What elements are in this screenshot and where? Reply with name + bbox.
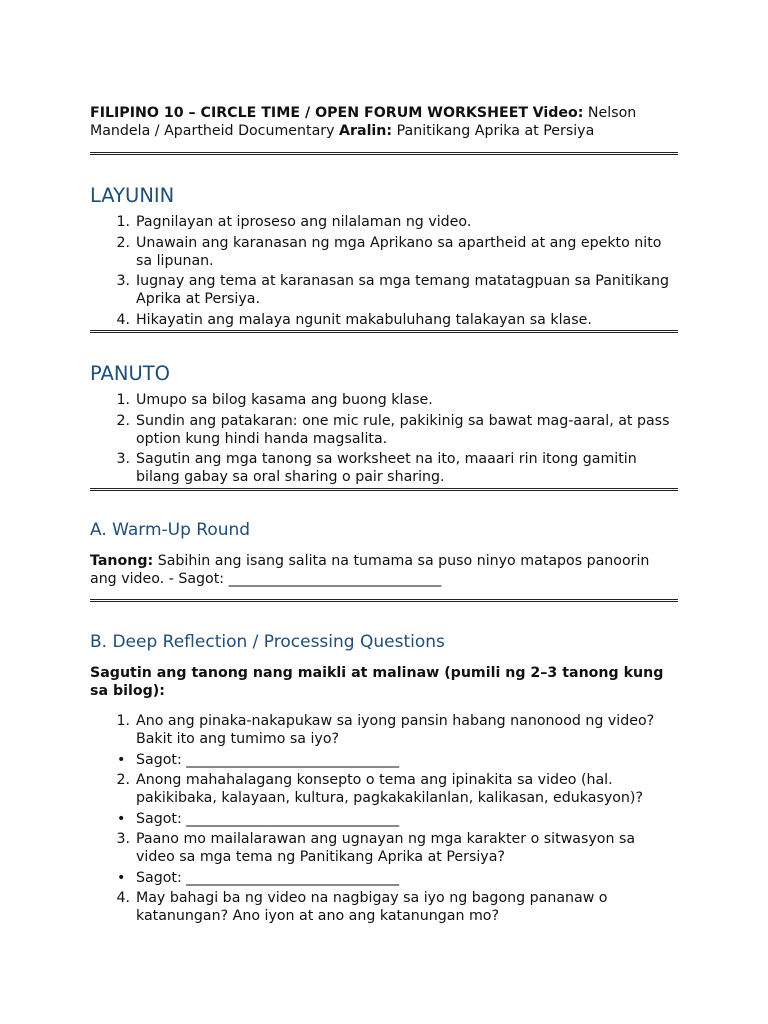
video-label: Video: xyxy=(532,105,584,121)
list-item: 3. Iugnay ang tema at karanasan sa mga temang matatagpuan sa Panitikang Aprika at Persiya. xyxy=(116,273,669,307)
deep-heading: B. Deep Reflection / Processing Questions xyxy=(90,632,445,652)
question-item: 3. Paano mo mailalarawan ang ugnayan ng mga karakter o sitwasyon sa video sa mga tema ng Panitikang Aprika at Persiya? xyxy=(116,831,636,865)
divider xyxy=(90,330,678,333)
panuto-heading: PANUTO xyxy=(90,362,170,385)
list-item: 1. Umupo sa bilog kasama ang buong klase. xyxy=(116,392,433,408)
warmup-question xyxy=(90,552,678,588)
answer-line: • Sagot: ______________________________ xyxy=(117,751,400,768)
layunin-list xyxy=(90,213,678,331)
list-item: 2. Sundin ang patakaran: one mic rule, pakikinig sa bawat mag-aaral, at pass option kung hindi handa magsalita. xyxy=(116,412,670,447)
divider xyxy=(90,599,678,602)
aralin-value: Panitikang Aprika at Persiya xyxy=(396,123,595,139)
question-label: Tanong: xyxy=(90,553,154,569)
divider xyxy=(90,488,678,491)
list-item: 4. Hikayatin ang malaya ngunit makabuluhang talakayan sa klase. xyxy=(116,311,592,328)
deep-question-list xyxy=(90,712,678,928)
worksheet-title: FILIPINO 10 – CIRCLE TIME / OPEN FORUM WORKSHEET xyxy=(90,105,529,121)
video-value: Nelson Mandela / Apartheid Documentary xyxy=(90,105,637,139)
aralin-label: Aralin: xyxy=(339,123,393,139)
answer-line: • Sagot: ______________________________ xyxy=(117,810,400,827)
layunin-heading: LAYUNIN xyxy=(90,184,175,207)
list-item: 3. Sagutin ang mga tanong sa worksheet na ito, maaari rin itong gamitin bilang gabay sa oral sharing o pair sharing. xyxy=(116,451,637,485)
warmup-heading: A. Warm-Up Round xyxy=(90,520,251,540)
question-item: 2. Anong mahahalagang konsepto o tema ang ipinakita sa video (hal. pakikibaka, kalayaan, kultura, pagkakakilanlan, kalikasan, edukasyon)? xyxy=(116,772,643,806)
worksheet-header xyxy=(90,104,678,140)
list-item: 1. Pagnilayan at iproseso ang nilalaman ng video. xyxy=(116,214,472,230)
question-text: Sabihin ang isang salita na tumama sa puso ninyo matapos panoorin ang video. - Sagot: ______________________________ xyxy=(90,553,650,587)
deep-instruction: Sagutin ang tanong nang maikli at malinaw (pumili ng 2–3 tanong kung sa bilog): xyxy=(90,665,664,699)
divider xyxy=(90,152,678,155)
panuto-list xyxy=(90,391,678,489)
question-item: 4. May bahagi ba ng video na nagbigay sa iyo ng bagong pananaw o katanungan? Ano iyon at ano ang katanungan mo? xyxy=(116,890,608,924)
question-item: 1. Ano ang pinaka-nakapukaw sa iyong pansin habang nanonood ng video? Bakit ito ang tumimo sa iyo? xyxy=(116,713,655,747)
list-item: 2. Unawain ang karanasan ng mga Aprikano sa apartheid at ang epekto nito sa lipunan. xyxy=(116,234,662,269)
answer-line: • Sagot: ______________________________ xyxy=(117,869,400,886)
